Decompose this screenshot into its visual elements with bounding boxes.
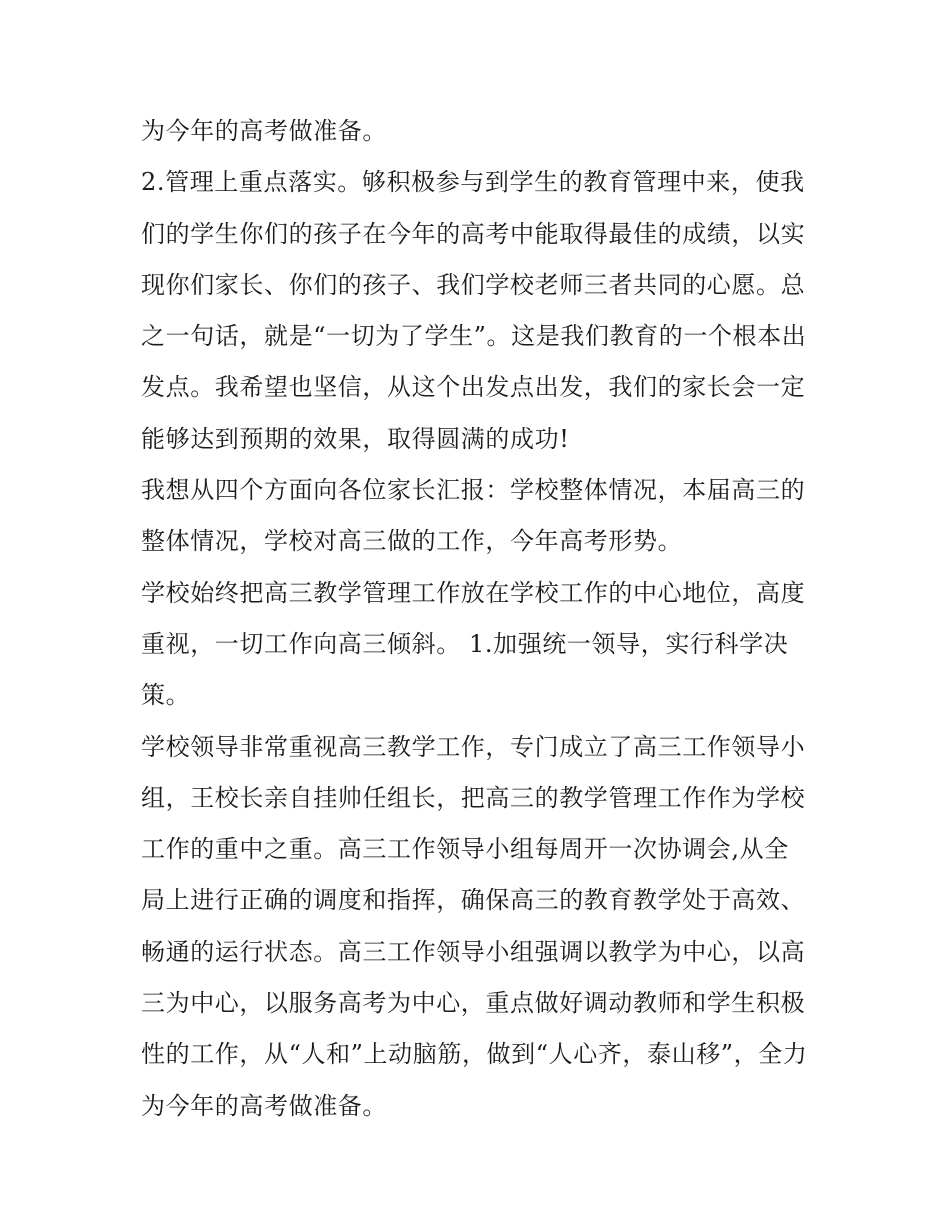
text-line: 学校领导非常重视高三教学工作，专门成立了高三工作领导小: [141, 732, 806, 761]
text-line: 性的工作，从“人和”上动脑筋，做到“人心齐，泰山移”，全力: [141, 1040, 808, 1069]
text-line: 畅通的运行状态。高三工作领导小组强调以教学为中心，以高: [141, 937, 806, 966]
text-line: 现你们家长、你们的孩子、我们学校老师三者共同的心愿。总: [141, 270, 806, 299]
text-line: 整体情况，学校对高三做的工作，今年高考形势。: [141, 527, 683, 556]
text-line: 们的学生你们的孩子在今年的高考中能取得最佳的成绩，以实: [141, 219, 806, 248]
text-line: 局上进行正确的调度和指挥，确保高三的教育教学处于高效、: [141, 886, 806, 915]
text-line: 组，王校长亲自挂帅任组长，把高三的教学管理工作作为学校: [141, 783, 806, 812]
text-line: 之一句话，就是“一切为了学生”。这是我们教育的一个根本出: [141, 322, 807, 351]
text-line: 三为中心，以服务高考为中心，重点做好调动教师和学生积极: [141, 989, 806, 1018]
text-line: 我想从四个方面向各位家长汇报：学校整体情况，本届高三的: [141, 476, 806, 505]
text-line: 能够达到预期的效果，取得圆满的成功!: [141, 424, 570, 453]
text-line: 工作的重中之重。高三工作领导小组每周开一次协调会,从全: [141, 835, 789, 864]
text-line: 为今年的高考做准备。: [141, 117, 387, 145]
text-line: 为今年的高考做准备。: [141, 1091, 387, 1120]
document-body: [141, 106, 821, 1132]
text-line: 2.管理上重点落实。够积极参与到学生的教育管理中来，使我: [141, 168, 805, 197]
text-line: 策。: [141, 681, 191, 710]
text-line: 发点。我希望也坚信，从这个出发点出发，我们的家长会一定: [141, 373, 806, 402]
text-line: 学校始终把高三教学管理工作放在学校工作的中心地位，高度: [141, 578, 806, 607]
text-line: 重视，一切工作向高三倾斜。 1.加强统一领导，实行科学决: [141, 629, 789, 658]
